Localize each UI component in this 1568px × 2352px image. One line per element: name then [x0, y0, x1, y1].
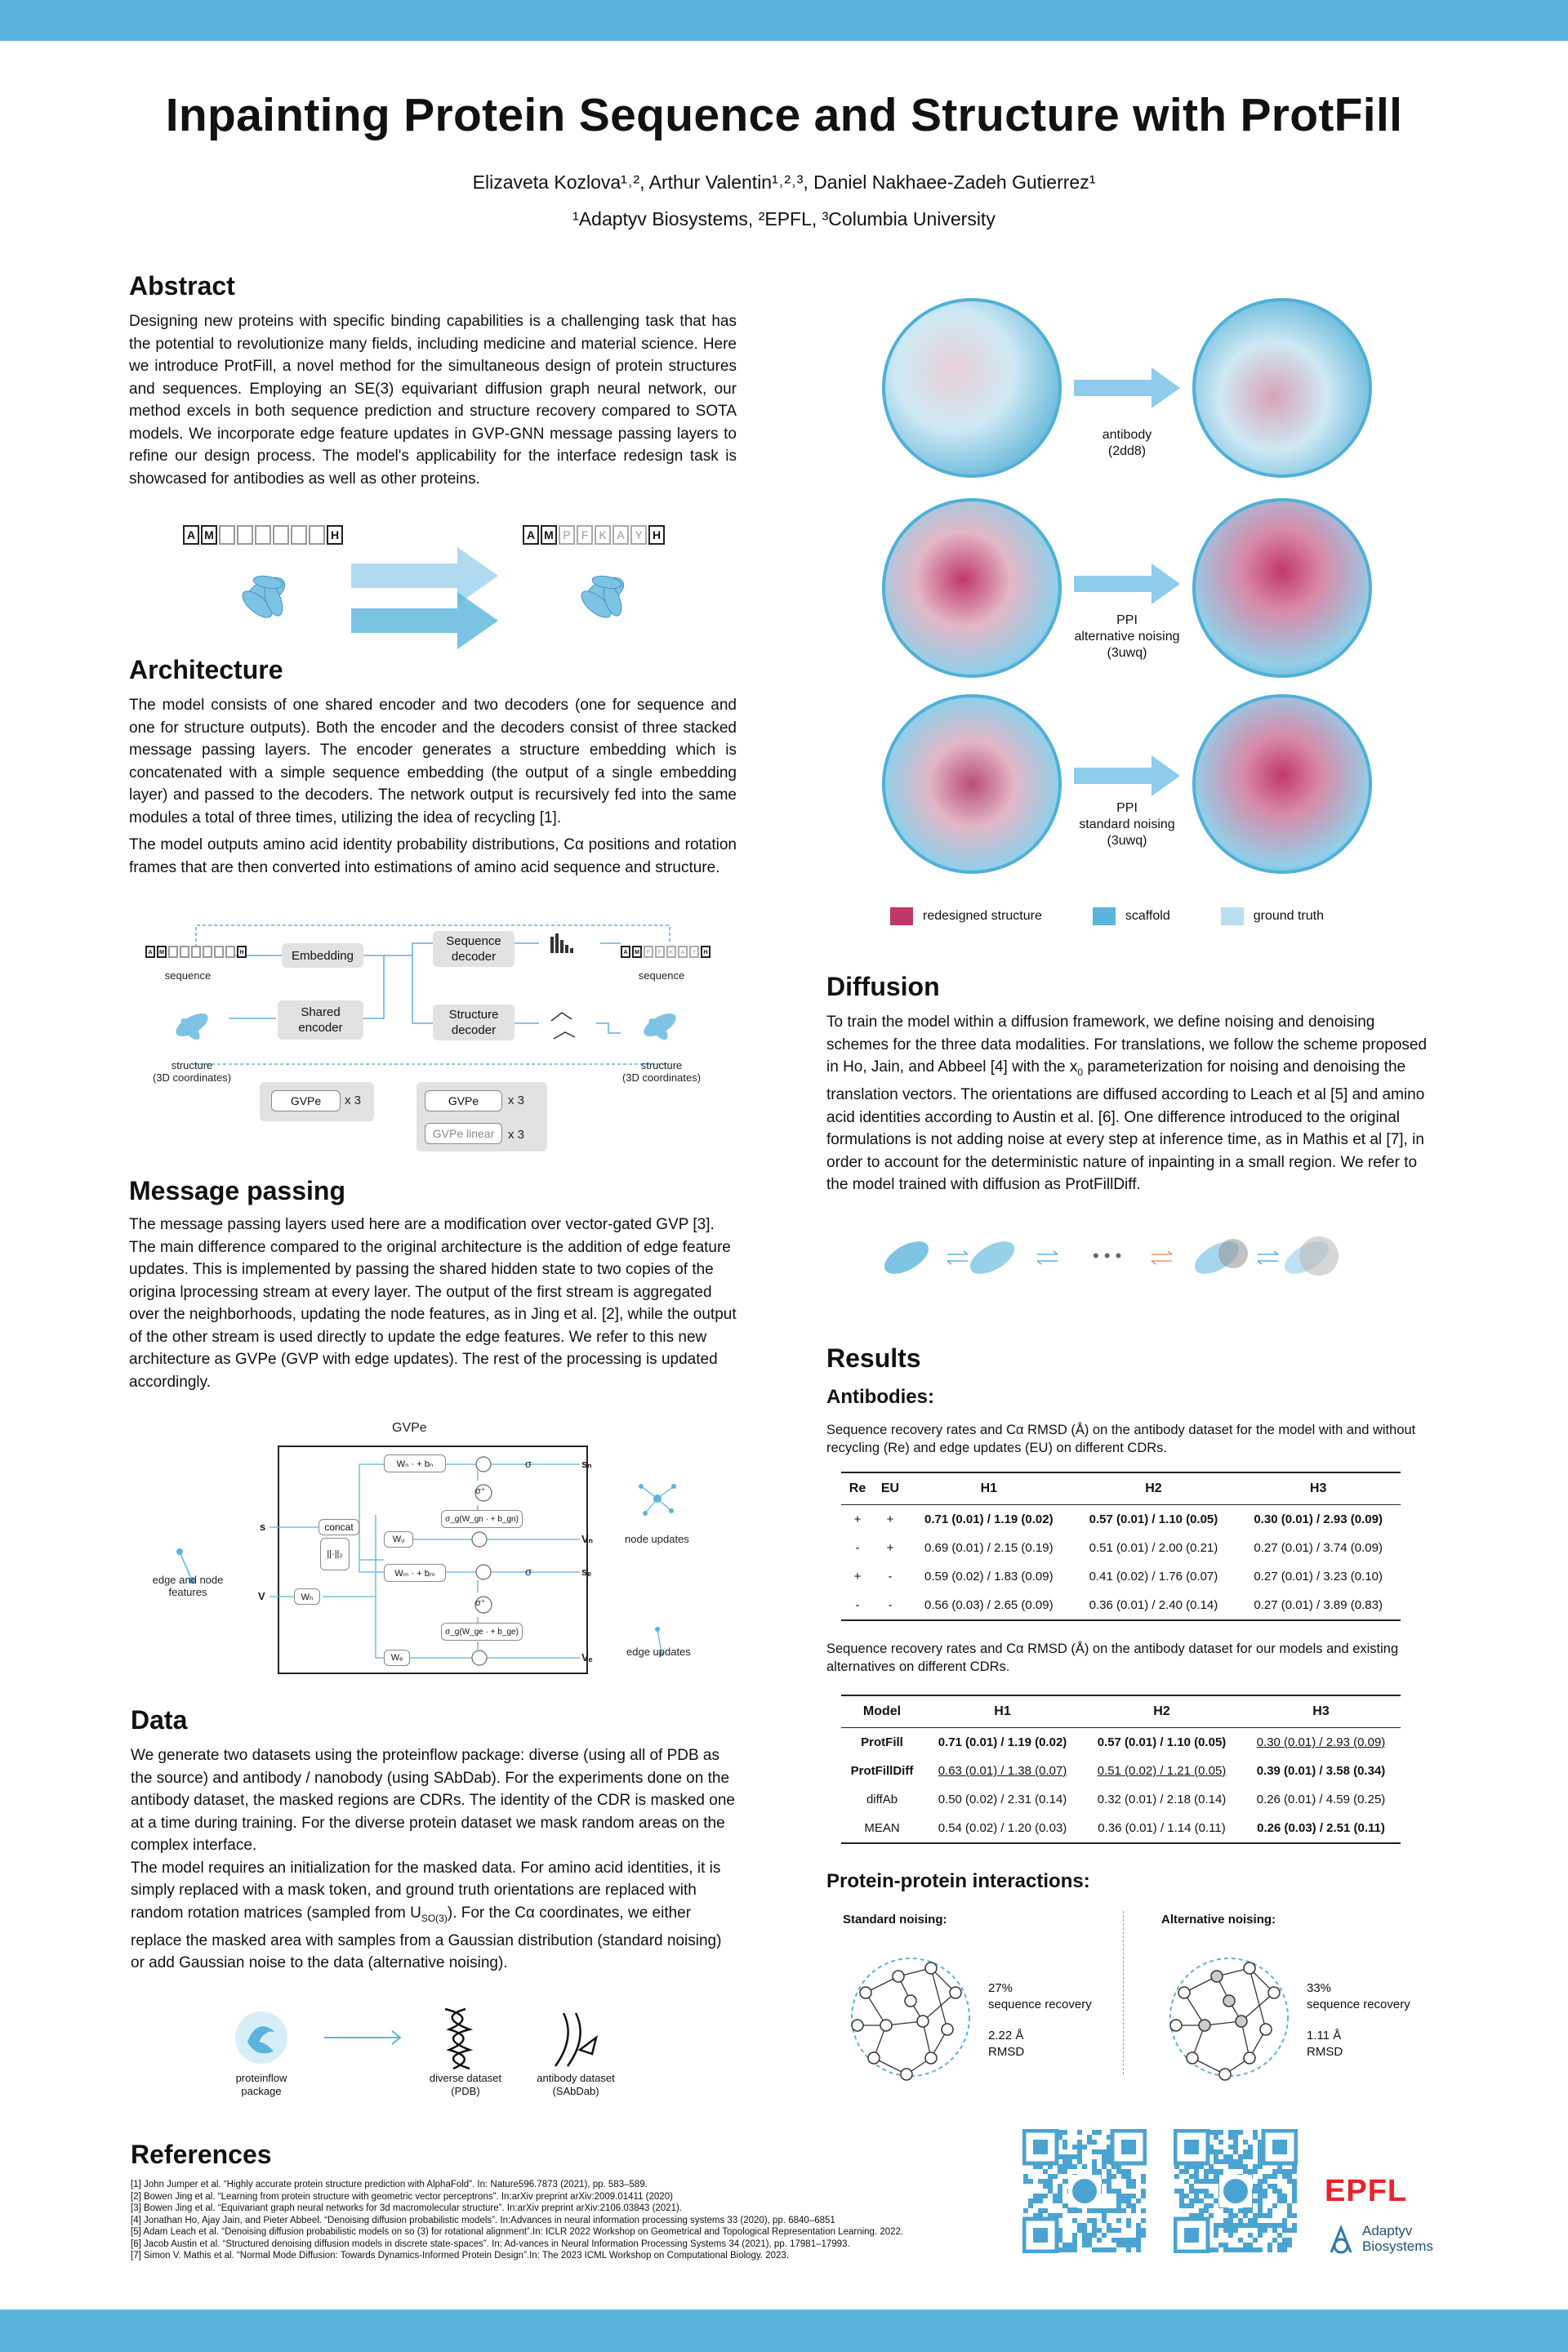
architecture-diagram — [131, 919, 735, 1156]
shared-encoder-block: Shared encoder — [278, 1000, 363, 1040]
wm-block: Wₘ · + bₘ — [384, 1564, 446, 1582]
table1-caption: Sequence recovery rates and Cα RMSD (Å) on the antibody dataset for the model with and without recycling (Re) and edge updates (EU) on different CDRs. — [826, 1423, 1416, 1455]
ppi-divider — [1123, 1911, 1124, 2074]
table-row — [841, 1562, 1401, 1591]
sequence-token: H — [648, 525, 665, 545]
sequence-token: A — [621, 946, 630, 958]
gvpe-linear-block: GVPe linear — [425, 1123, 502, 1144]
data-paragraph-2 — [131, 1857, 735, 1975]
reference-item: [1] John Jumper et al. “Highly accurate protein structure prediction with AlphaFold”. In: Nature596.7873 (2021), pp. 583–589. — [131, 2180, 648, 2189]
cell: 0.27 (0.01) / 3.89 (0.83) — [1236, 1591, 1401, 1620]
architecture-heading: Architecture — [129, 655, 283, 684]
sequence-token — [203, 946, 212, 958]
table-row — [841, 1591, 1401, 1620]
affiliations: ¹Adaptyv Biosystems, ²EPFL, ³Columbia University — [572, 208, 996, 229]
data-paragraph-1: We generate two datasets using the proteinflow package: diverse (using all of PDB as the source) and antibody / nanobody (using SAbDab). For the experiments done on the antibody dataset, the masked regions are CDRs. The identity of the CDR is masked one at a time during training. For the diverse protein dataset we mask random areas on the complex interface. — [131, 1747, 735, 1854]
arch-sequence-label: sequence — [164, 969, 212, 982]
edge-node-features-label: edge and node features — [152, 1574, 224, 1598]
bottom-band — [0, 2310, 1568, 2352]
embedding-block: Embedding — [282, 943, 363, 968]
figure-label-ppi-alt: PPI alternative noising (3uwq) — [1074, 613, 1180, 660]
sequence-token — [219, 525, 235, 545]
cell: 0.63 (0.01) / 1.38 (0.07) — [938, 1764, 1067, 1778]
gvpe-diagram — [139, 1417, 727, 1678]
data-p2-b: ). For the Cα coordinates, we either replace the masked area with samples from a Gaussian distribution (standard noising) or add Gaussian noise to the data (alternative noising). — [131, 1904, 722, 1972]
reference-item: [5] Adam Leach et al. “Denoising diffusion probabilistic models on so (3) for rotational alignment”.In: ICLR 2022 Workshop on Geometrical and Topological Representation Learning. 2022. — [131, 2227, 904, 2237]
message-passing-text: The message passing layers used here are a modification over vector-gated GVP [3]. The main difference compared to the original architecture is the addition of edge feature updates. This is implemented by passing the shared hidden state to two copies of the origina lprocessing stream at every layer. The output of the first stream is aggregated over the neighborhoods, updating the node features, as in Jing et al. [2], while the output of the other stream is used directly to update the edge features. We refer to this new architecture as GVPe (GVP with edge updates). The rest of the processing is updated accordingly. — [129, 1216, 737, 1391]
sigma-edge: σ — [525, 1566, 532, 1578]
cell: 0.50 (0.02) / 2.31 (0.14) — [938, 1793, 1067, 1806]
table-recycling-edge — [841, 1472, 1401, 1621]
table-row — [841, 1814, 1401, 1843]
alternative-noising-graph — [1160, 1944, 1307, 2091]
reference-item: [7] Simon V. Mathis et al. “Normal Mode Diffusion: Towards Dynamics-Informed Protein Design”.In: The 2023 ICML Workshop on Computational Biology. 2023. — [131, 2251, 790, 2261]
proteinflow-logo — [233, 2009, 290, 2066]
cell: ProtFillDiff — [850, 1764, 914, 1778]
cell: 0.36 (0.01) / 1.14 (0.11) — [1082, 1814, 1241, 1843]
diffusion-ellipsis: • • • — [1093, 1245, 1122, 1266]
cell: 0.26 (0.01) / 4.59 (0.25) — [1256, 1793, 1386, 1806]
cell: 0.54 (0.02) / 1.20 (0.03) — [923, 1814, 1082, 1843]
data-heading: Data — [131, 1705, 188, 1735]
ppi-alt-before-circle — [882, 498, 1062, 678]
figure-label-ppi-std: PPI standard noising (3uwq) — [1079, 801, 1175, 848]
diverse-dataset-icon — [433, 2005, 490, 2070]
sequence-token: A — [523, 525, 539, 545]
architecture-paragraph-1: The model consists of one shared encoder and two decoders (one for sequence and one for structure outputs). Both the encoder and the decoders consist of three stacked message passing layers. The encoder generates a structure embedding which is concatenated with a simple sequence embedding (the output of a single embedding layer) and passed to the decoders. The network output is recursively fed into the same modules a total of three times, utilizing the idea of recycling [1]. — [129, 697, 737, 826]
sigma-plus-2: σ⁺ — [475, 1598, 486, 1608]
alternative-recovery: 33% sequence recovery — [1307, 1981, 1410, 2011]
diffusion-chain — [874, 1225, 1364, 1290]
cell: - — [874, 1591, 906, 1620]
cell: 0.26 (0.03) / 2.51 (0.11) — [1241, 1814, 1401, 1843]
table-row — [841, 1785, 1401, 1814]
sequence-token — [273, 525, 289, 545]
protein-input-image — [220, 543, 318, 649]
data-arrow — [323, 2025, 404, 2050]
figure-label-antibody: antibody (2dd8) — [1102, 428, 1152, 458]
sequence-token — [225, 946, 235, 958]
table-row — [841, 1505, 1401, 1535]
reference-item: [6] Jacob Austin et al. “Structured denoising diffusion models in discrete state-spaces”. In: Ad-vances in Neural Information Processing Systems 34 (2021), pp. 17981–17993. — [131, 2238, 850, 2249]
ppi-alt-after-circle — [1192, 498, 1372, 678]
arch-sequence-input — [145, 946, 248, 958]
results-heading: Results — [826, 1343, 921, 1373]
v-input-label: V — [258, 1590, 265, 1602]
sequence-token — [291, 525, 307, 545]
github-qr-code[interactable] — [1022, 2129, 1147, 2253]
message-passing-heading: Message passing — [129, 1176, 345, 1205]
data-p2-a: The model requires an initialization for the masked data. For amino acid identities, it is simply replaced with a mask token, and ground truth orientations are replaced with random rotation matrices (sampled from U — [131, 1859, 721, 1922]
wn-block: Wₙ · + bₙ — [384, 1454, 446, 1472]
ppi-std-before-circle — [882, 694, 1062, 874]
legend-label-ground-truth: ground truth — [1253, 909, 1324, 923]
references-list — [131, 2179, 947, 2262]
edge-updates-label: edge updates — [626, 1646, 691, 1658]
cell: 0.71 (0.01) / 1.19 (0.02) — [924, 1512, 1054, 1526]
legend-swatch-ground-truth — [1221, 907, 1244, 925]
references-heading: References — [131, 2140, 272, 2169]
sigma-node: σ — [525, 1458, 532, 1470]
t2-header: Model — [841, 1695, 923, 1728]
cell: 0.69 (0.01) / 2.15 (0.19) — [924, 1541, 1054, 1555]
legend-label-scaffold: scaffold — [1125, 909, 1170, 923]
gvpe-encoder-repeat: x 3 — [345, 1094, 362, 1107]
cell: ProtFill — [861, 1735, 903, 1749]
standard-noising-graph — [841, 1944, 988, 2091]
sequence-token: M — [157, 946, 167, 958]
ve-output: Vₑ — [581, 1651, 593, 1664]
inpainted-sequence-output — [523, 525, 666, 545]
cell: 0.27 (0.01) / 3.23 (0.10) — [1254, 1570, 1383, 1584]
t1-header: H2 — [1071, 1472, 1236, 1505]
structure-decoder-block: Structure decoder — [433, 1004, 514, 1040]
sequence-token: A — [678, 946, 688, 958]
alternative-noising-label: Alternative noising: — [1161, 1913, 1276, 1927]
norm-block: ||·||₂ — [320, 1538, 350, 1570]
protein-figure — [878, 298, 1368, 919]
diffusion-text-a: To train the model within a diffusion framework, we define noising and denoising schemes for the three data modalities. For translations, we follow the scheme proposed in Ho, Jain, and Abbeel [4] with the x — [826, 1013, 1428, 1076]
figure-legend — [890, 907, 1324, 925]
data-text — [131, 1744, 735, 1980]
cell: 0.51 (0.02) / 1.21 (0.05) — [1097, 1764, 1227, 1778]
sequence-token — [237, 525, 253, 545]
reference-item: [3] Bowen Jing et al. “Equivariant graph neural networks for 3d macromolecular structure”. In:arXiv preprint arXiv:2106.03843 (2021). — [131, 2203, 683, 2213]
gvpe-decoder-repeat: x 3 — [508, 1094, 525, 1107]
cell: 0.36 (0.01) / 2.40 (0.14) — [1071, 1591, 1236, 1620]
standard-noising-label: Standard noising: — [843, 1913, 947, 1927]
data-p2-sub: SO(3) — [421, 1912, 448, 1924]
diverse-dataset-label: diverse dataset (PDB) — [429, 2072, 502, 2097]
cell: 0.51 (0.01) / 2.00 (0.21) — [1089, 1541, 1218, 1555]
t2-header: H2 — [1082, 1695, 1241, 1728]
gate-e-block: σ_g(W_ge · + b_ge) — [441, 1623, 523, 1641]
cell: + — [886, 1512, 894, 1526]
gvpe-linear-repeat: x 3 — [508, 1128, 525, 1142]
gvpe-decoder-block: GVPe — [425, 1090, 502, 1111]
legend-swatch-redesigned — [890, 907, 913, 925]
arrow-row-1 — [1070, 363, 1184, 412]
sequence-token: M — [632, 946, 642, 958]
gvpe-encoder-block: GVPe — [271, 1090, 341, 1111]
cell: 0.41 (0.02) / 1.76 (0.07) — [1089, 1570, 1218, 1584]
arrow-row-2 — [1070, 559, 1184, 608]
sequence-token: P — [644, 946, 653, 958]
sequence-token: Y — [689, 946, 699, 958]
inpainting-arrows — [343, 539, 506, 653]
se-output: sₑ — [581, 1566, 592, 1578]
sigma-plus-1: σ⁺ — [475, 1486, 486, 1496]
cell: 0.59 (0.02) / 1.83 (0.09) — [924, 1570, 1054, 1584]
node-updates-label: node updates — [625, 1533, 689, 1545]
sequence-token: M — [541, 525, 557, 545]
abstract-text: Designing new proteins with specific binding capabilities is a challenging task that has the potential to revolutionize many fields, including medicine and material science. Here we introduce ProtFill, a novel method for the simultaneous design of protein structures and sequences. Employing an SE(3) equivariant diffusion graph neural network, our method excels in both sequence prediction and structure recovery compared to SOTA models. We incorporate edge feature updates in GVP-GNN message passing layers to refine our design process. The model's applicability for the interface redesign task is showcased for antibodies as well as other proteins. — [129, 313, 737, 488]
t1-header: Re — [841, 1472, 874, 1505]
t1-header: H1 — [906, 1472, 1071, 1505]
legend-swatch-scaffold — [1093, 907, 1116, 925]
ppi-std-after-circle — [1192, 694, 1372, 874]
cell: 0.71 (0.01) / 1.19 (0.02) — [938, 1735, 1067, 1749]
cell: - — [855, 1541, 860, 1555]
table-row — [841, 1534, 1401, 1562]
table-row — [841, 1728, 1401, 1757]
cell: + — [853, 1512, 862, 1526]
rotation-frames-icon — [547, 1004, 580, 1045]
arch-structure-input-image — [167, 1000, 216, 1049]
architecture-text — [129, 694, 737, 884]
sequence-token: A — [183, 525, 199, 545]
wh-block: Wₕ — [294, 1588, 320, 1605]
sequence-token: H — [327, 525, 343, 545]
protein-output-image — [559, 543, 657, 649]
t1-header: EU — [874, 1472, 906, 1505]
arch-sequence-output — [621, 946, 712, 958]
concat-block: concat — [318, 1519, 359, 1535]
cell: diffAb — [866, 1793, 898, 1806]
sequence-token: H — [701, 946, 710, 958]
gate-n-block: σ_g(W_gn · + b_gn) — [441, 1510, 523, 1528]
cell: 0.56 (0.03) / 2.65 (0.09) — [906, 1591, 1071, 1620]
cell: 0.57 (0.01) / 1.10 (0.05) — [1097, 1735, 1227, 1749]
cell: - — [841, 1591, 874, 1620]
cell: 0.57 (0.01) / 1.10 (0.05) — [1089, 1512, 1218, 1526]
table2-caption: Sequence recovery rates and Cα RMSD (Å) on the antibody dataset for our models and existing alternatives on different CDRs. — [826, 1642, 1399, 1674]
reference-item: [4] Jonathan Ho, Ajay Jain, and Pieter Abbeel. “Denoising diffusion probabilistic models”. In:Advances in neural information processing systems 33 (2020), pp. 6840–6851 — [131, 2215, 835, 2225]
arch-sequence-output-label: sequence — [638, 969, 685, 982]
diffusion-text — [826, 1011, 1436, 1196]
antibodies-subheading: Antibodies: — [826, 1386, 934, 1408]
sequence-token: A — [145, 946, 155, 958]
masked-sequence-input — [183, 525, 345, 545]
sequence-token — [191, 946, 201, 958]
arch-structure-output-label: structure (3D coordinates) — [621, 1059, 702, 1084]
sequence-token — [255, 525, 271, 545]
probability-bars-icon — [549, 930, 578, 955]
t1-header: H3 — [1236, 1472, 1401, 1505]
t2-header: H3 — [1241, 1695, 1401, 1728]
standard-rmsd: 2.22 Å RMSD — [988, 2029, 1025, 2059]
cell: MEAN — [841, 1814, 923, 1843]
poster-title: Inpainting Protein Sequence and Structure with ProtFill — [165, 89, 1403, 141]
antibody-dataset-label: antibody dataset (SAbDab) — [537, 2072, 615, 2097]
cell: + — [853, 1570, 862, 1584]
vn-output: Vₙ — [581, 1533, 593, 1545]
cell: - — [888, 1570, 893, 1584]
sequence-token: P — [559, 525, 575, 545]
sequence-token: H — [237, 946, 247, 958]
paper-qr-code[interactable] — [1174, 2129, 1298, 2253]
sequence-decoder-block: Sequence decoder — [433, 931, 514, 967]
sequence-token: K — [666, 946, 676, 958]
alternative-rmsd: 1.11 Å RMSD — [1307, 2029, 1343, 2059]
we-block: Wₑ — [384, 1650, 410, 1666]
antibody-after-circle — [1192, 298, 1372, 478]
cell: 0.30 (0.01) / 2.93 (0.09) — [1254, 1512, 1383, 1526]
epfl-logo: EPFL — [1325, 2174, 1408, 2208]
t2-header: H1 — [923, 1695, 1082, 1728]
abstract-heading: Abstract — [129, 271, 235, 301]
arrow-row-3 — [1070, 751, 1184, 800]
sequence-token: Y — [630, 525, 647, 545]
cell: 0.32 (0.01) / 2.18 (0.14) — [1097, 1793, 1227, 1806]
sequence-token: K — [595, 525, 611, 545]
sequence-token: A — [612, 525, 629, 545]
authors: Elizaveta Kozlova¹˒², Arthur Valentin¹˒²˒³, Daniel Nakhaee-Zadeh Gutierrez¹ — [472, 172, 1096, 193]
arch-structure-input-label: structure (3D coordinates) — [152, 1059, 232, 1084]
cell: + — [886, 1541, 894, 1555]
wu-block: Wᵤ — [384, 1531, 413, 1548]
arch-structure-output-image — [635, 1000, 684, 1049]
standard-recovery: 27% sequence recovery — [988, 1981, 1092, 2011]
adaptyv-logo-mark — [1325, 2221, 1357, 2259]
sequence-token: M — [201, 525, 217, 545]
sequence-token — [214, 946, 224, 958]
cell: 0.39 (0.01) / 3.58 (0.34) — [1256, 1764, 1386, 1778]
antibody-dataset-icon — [547, 2005, 604, 2070]
architecture-paragraph-2: The model outputs amino acid identity probability distributions, Cα positions and rotation frames that are then converted into estimations of amino acid sequence and structure. — [129, 836, 737, 876]
adaptyv-logo-text: Adaptyv Biosystems — [1362, 2223, 1433, 2254]
table-row — [841, 1757, 1401, 1785]
sequence-token: F — [577, 525, 593, 545]
sequence-token — [168, 946, 178, 958]
gvpe-title: GVPe — [392, 1421, 427, 1435]
s-input-label: s — [260, 1521, 266, 1533]
diffusion-heading: Diffusion — [826, 972, 940, 1001]
diffusion-text-b: parameterization for noising and denoising the translation vectors. The orientations are diffused according to Leach et al [5] and amino acid identities according to Austin et al. [6]. One difference introduced to the original formulations is not adding noise at every step at inference time, as in Mathis et al [7], in order to account for the deterministic nature of inpainting in a small region. We refer to the model trained with diffusion as ProtFillDiff. — [826, 1058, 1425, 1194]
reference-item: [2] Bowen Jing et al. “Learning from protein structure with geometric vector perceptrons”. In:arXiv preprint arXiv:2009.01411 (2020) — [131, 2191, 673, 2202]
diffusion-text-sub: 0 — [1077, 1066, 1084, 1078]
antibody-before-circle — [882, 298, 1062, 478]
top-band — [0, 0, 1568, 41]
proteinflow-label: proteinflow package — [235, 2072, 287, 2097]
cell: 0.30 (0.01) / 2.93 (0.09) — [1256, 1735, 1386, 1749]
legend-label-redesigned: redesigned structure — [923, 909, 1042, 923]
sequence-token — [180, 946, 189, 958]
cell: 0.27 (0.01) / 3.74 (0.09) — [1254, 1541, 1383, 1555]
table-model-comparison — [841, 1695, 1401, 1844]
sequence-token — [309, 525, 325, 545]
ppi-subheading: Protein-protein interactions: — [826, 1870, 1090, 1892]
sn-output: sₙ — [581, 1458, 592, 1470]
sequence-token: F — [655, 946, 665, 958]
